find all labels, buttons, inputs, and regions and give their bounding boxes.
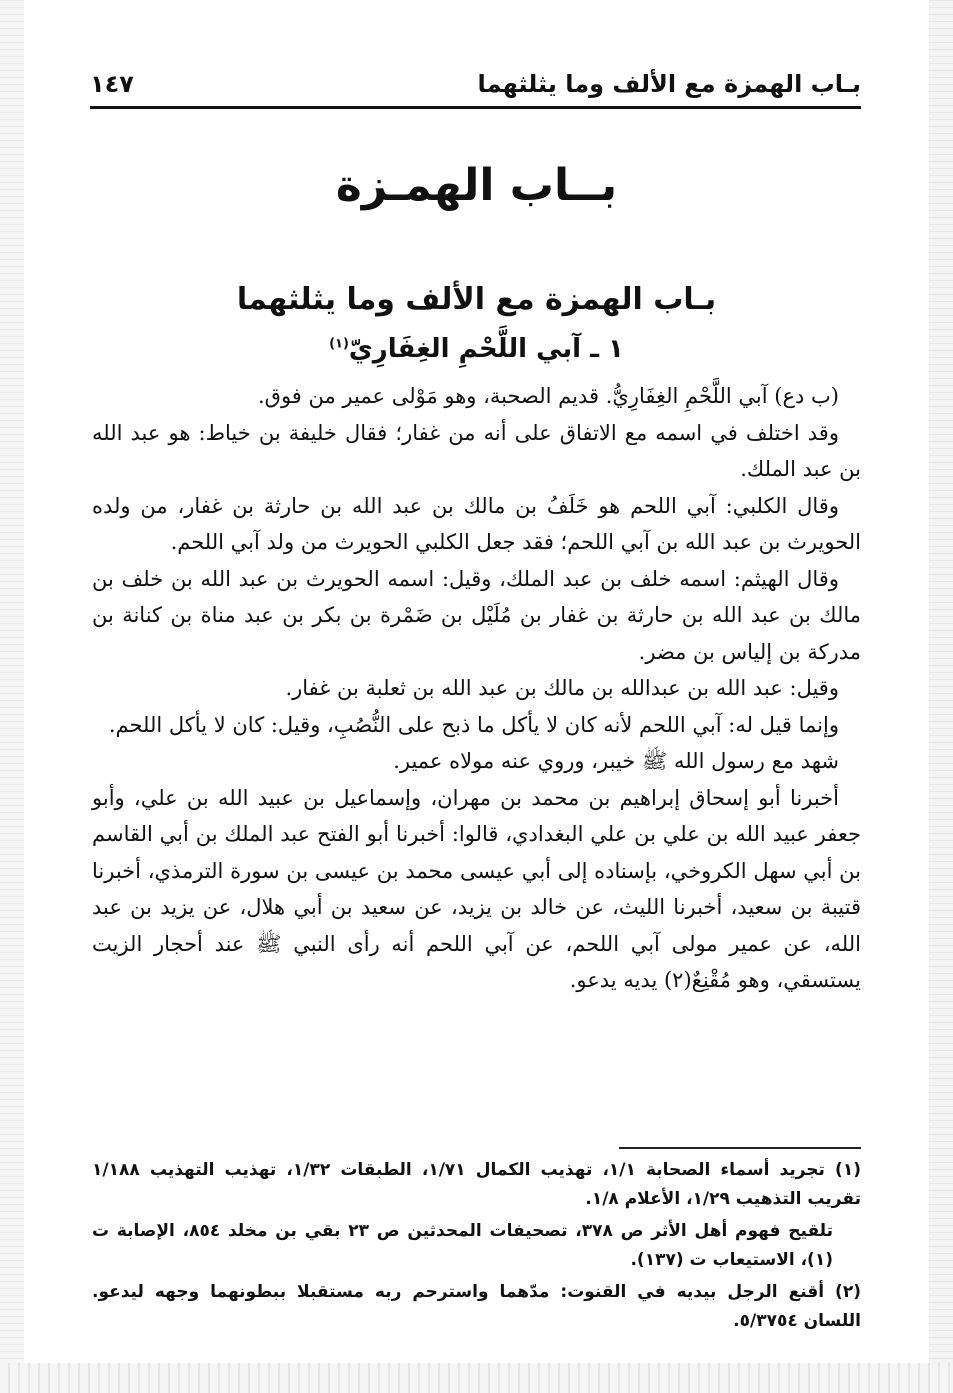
paragraph: وقيل: عبد الله بن عبدالله بن مالك بن عبد الله بن ثعلبة بن غفار. bbox=[285, 676, 839, 700]
page-number: ١٤٧ bbox=[90, 70, 134, 98]
footnote: (١) تجريد أسماء الصحابة ١/١، تهذيب الكمال ١/٧١، الطبقات ١/٣٢، تهذيب التهذيب ١/١٨٨ تقريب التذهيب ١/٢٩، الأعلام ١/٨. bbox=[92, 1160, 861, 1209]
paragraph: وقال الهيثم: اسمه خلف بن عبد الملك، وقيل: اسمه الحويرث بن عبد الله بن خلف بن مالك بن عبد الله بن حارثة بن غفار بن مُلَيْل بن ضَمْرة بن بكر بن عبد مناة بن كنانة بن مدركة بن إلياس بن مضر. bbox=[92, 566, 861, 664]
chapter-title: بـاب الهمزة مع الألف وما يثلثهما bbox=[236, 282, 717, 317]
running-header bbox=[90, 66, 861, 109]
paragraph: (ب دع) آبي اللَّحْمِ الغِفَارِيُّ. قديم الصحبة، وهو مَوْلى عمير من فوق. bbox=[257, 384, 839, 408]
paragraph: وقال الكلبي: آبي اللحم هو خَلَفُ بن مالك بن عبد الله بن حارثة بن غفار، من ولده الحويرث بن عبد الله بن آبي اللحم؛ فقد جعل الكلبي الحويرث من ولد آبي اللحم. bbox=[92, 493, 861, 554]
footnote: (٢) أقنع الرجل بيديه في القنوت: مدّهما واسترحم ربه مستقبلا ببطونهما وجهه ليدعو. اللسان ٥/٣٧٥٤. bbox=[92, 1282, 861, 1331]
body-text bbox=[92, 378, 861, 999]
entry-title bbox=[0, 334, 953, 364]
paragraph: وقد اختلف في اسمه مع الاتفاق على أنه من غفار؛ فقال خليفة بن خياط: هو عبد الله بن عبد الملك. bbox=[92, 420, 861, 481]
footnote-divider bbox=[619, 1147, 861, 1149]
paragraph: أخبرنا أبو إسحاق إبراهيم بن محمد بن مهران، وإسماعيل بن عبيد الله بن علي، وأبو جعفر عبيد الله بن علي بن علي البغدادي، قالوا: أخبرنا أبو الفتح عبد الملك بن أبي القاسم بن أبي سهل الكروخي، بإسناده إلى أبي عيسى محمد بن عيسى بن سورة الترمذي، أخبرنا قتيبة بن سعيد، أخبرنا الليث، عن خالد بن يزيد، عن سعيد بن أبي هلال، عن يزيد بن عبد الله، عن عمير مولى آبي اللحم، عن آبي اللحم أنه رأى النبي ﷺ عند أحجار الزيت يستسقي، وهو مُقْنِعٌ(٢) يديه يدعو. bbox=[92, 785, 861, 992]
paragraph: شهد مع رسول الله ﷺ خيبر، وروي عنه مولاه عمير. bbox=[393, 749, 839, 773]
footnotes bbox=[92, 1156, 861, 1339]
page-border-bottom bbox=[0, 1363, 953, 1393]
footnote-ref: (١) bbox=[329, 336, 349, 352]
paragraph: وإنما قيل له: آبي اللحم لأنه كان لا يأكل ما ذبح على النُّصُبِ، وقيل: كان لا يأكل اللحم. bbox=[108, 712, 839, 737]
running-title: بـاب الهمزة مع الألف وما يثلثهما bbox=[477, 70, 861, 98]
footnote: تلقيح فهوم أهل الأثر ص ٣٧٨، تصحيفات المحدثين ص ٢٣ بقي بن مخلد ٨٥٤، الإصابة ت (١)، الاستيعاب ت (١٣٧). bbox=[92, 1221, 834, 1270]
section-title: بــاب الهمـزة bbox=[335, 160, 618, 211]
entry-title-text: ١ ـ آبي اللَّحْمِ الغِفَارِيّ bbox=[348, 334, 624, 364]
